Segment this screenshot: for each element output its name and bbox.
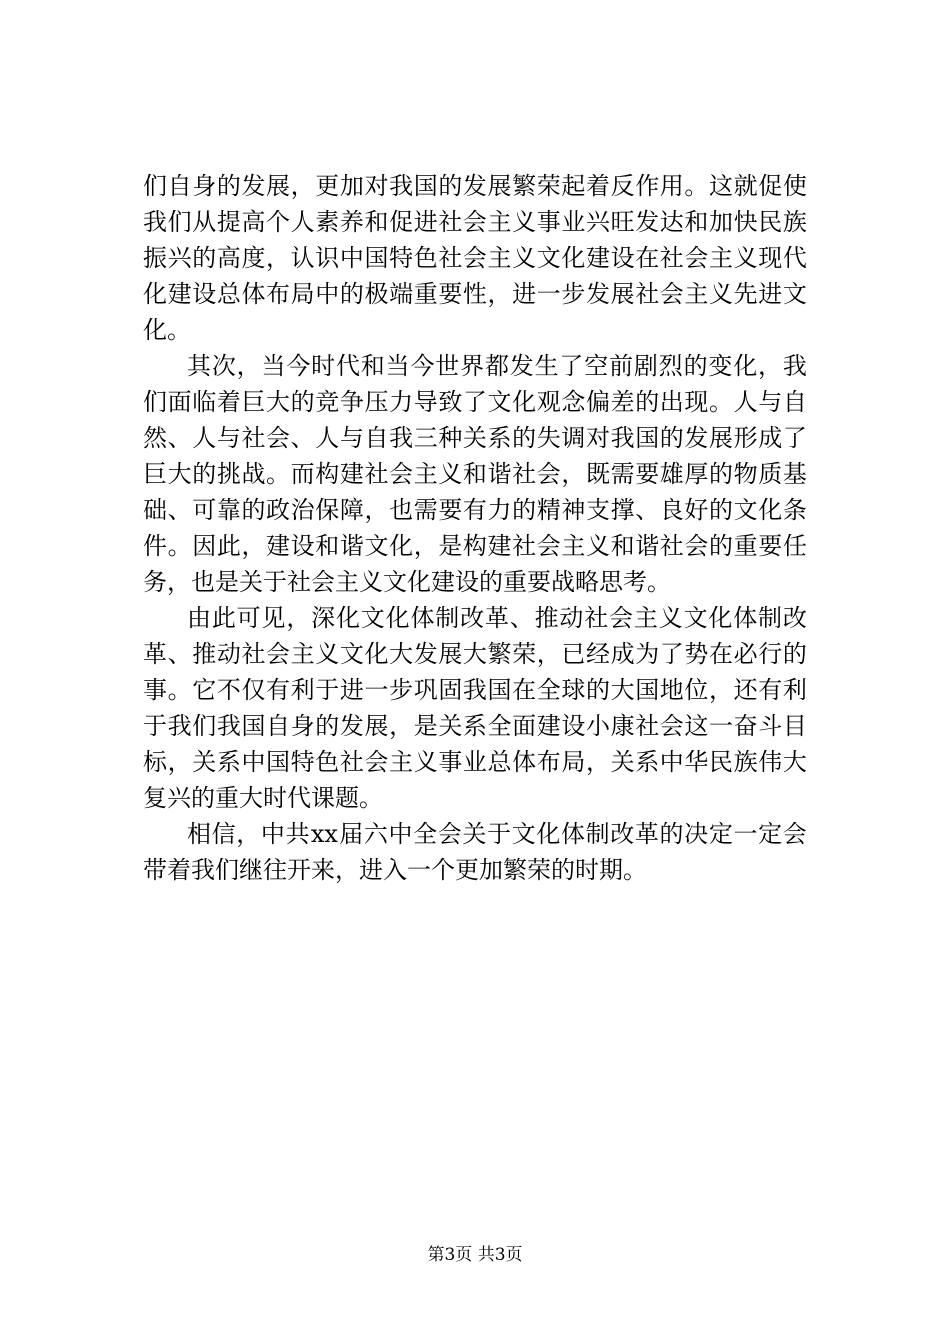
text-line: 们 面 临 着 巨 大 的 竞 争 压 力 导 致 了 文 化 观 念 偏 差 的 出 现 。 人 与 自: [143, 388, 807, 416]
body-text: [143, 168, 807, 888]
text-line: 化 建 设 总 体 布 局 中 的 极 端 重 要 性 ， 进 一 步 发 展 社 会 主 义 先 进 文: [143, 280, 807, 308]
text-line: 其 次 ， 当 今 时 代 和 当 今 世 界 都 发 生 了 空 前 剧 烈 的 变 化 ， 我: [187, 352, 807, 380]
text-line: 们 自 身 的 发 展 ， 更 加 对 我 国 的 发 展 繁 荣 起 着 反 作 用 。 这 就 促 使: [143, 172, 807, 200]
text-line: 革 、 推 动 社 会 主 义 文 化 大 发 展 大 繁 荣 ， 已 经 成 为 了 势 在 必 行 的: [143, 640, 807, 668]
text-line: 事 。 它 不 仅 有 利 于 进 一 步 巩 固 我 国 在 全 球 的 大 国 地 位 ， 还 有 利: [143, 676, 807, 704]
page-footer: 第3页 共3页: [427, 1245, 523, 1265]
text-line: 相 信 ， 中 共 xx 届 六 中 全 会 关 于 文 化 体 制 改 革 的 决 定 一 定 会: [187, 820, 807, 848]
text-line: 件 。 因 此 ， 建 设 和 谐 文 化 ， 是 构 建 社 会 主 义 和 谐 社 会 的 重 要 任: [143, 532, 807, 560]
text-line: 础 、 可 靠 的 政 治 保 障 ， 也 需 要 有 力 的 精 神 支 撑 、 良 好 的 文 化 条: [143, 496, 807, 524]
text-line: 由 此 可 见 ， 深 化 文 化 体 制 改 革 、 推 动 社 会 主 义 文 化 体 制 改: [187, 604, 807, 632]
text-line: 务，也是关于社会主义文化建设的重要战略思考。: [143, 568, 671, 596]
text-line: 化。: [143, 316, 191, 344]
text-line: 标 ， 关 系 中 国 特 色 社 会 主 义 事 业 总 体 布 局 ， 关 系 中 华 民 族 伟 大: [143, 748, 807, 776]
text-line: 复兴的重大时代课题。: [143, 784, 383, 812]
text-line: 然 、 人 与 社 会 、 人 与 自 我 三 种 关 系 的 失 调 对 我 国 的 发 展 形 成 了: [143, 424, 807, 452]
text-line: 于 我 们 我 国 自 身 的 发 展 ， 是 关 系 全 面 建 设 小 康 社 会 这 一 奋 斗 目: [143, 712, 807, 740]
text-line: 带着我们继往开来，进入一个更加繁荣的时期。: [143, 856, 647, 884]
text-line: 我 们 从 提 高 个 人 素 养 和 促 进 社 会 主 义 事 业 兴 旺 发 达 和 加 快 民 族: [143, 208, 807, 236]
text-line: 巨 大 的 挑 战 。 而 构 建 社 会 主 义 和 谐 社 会 ， 既 需 要 雄 厚 的 物 质 基: [143, 460, 807, 488]
text-line: 振 兴 的 高 度 ， 认 识 中 国 特 色 社 会 主 义 文 化 建 设 在 社 会 主 义 现 代: [143, 244, 807, 272]
